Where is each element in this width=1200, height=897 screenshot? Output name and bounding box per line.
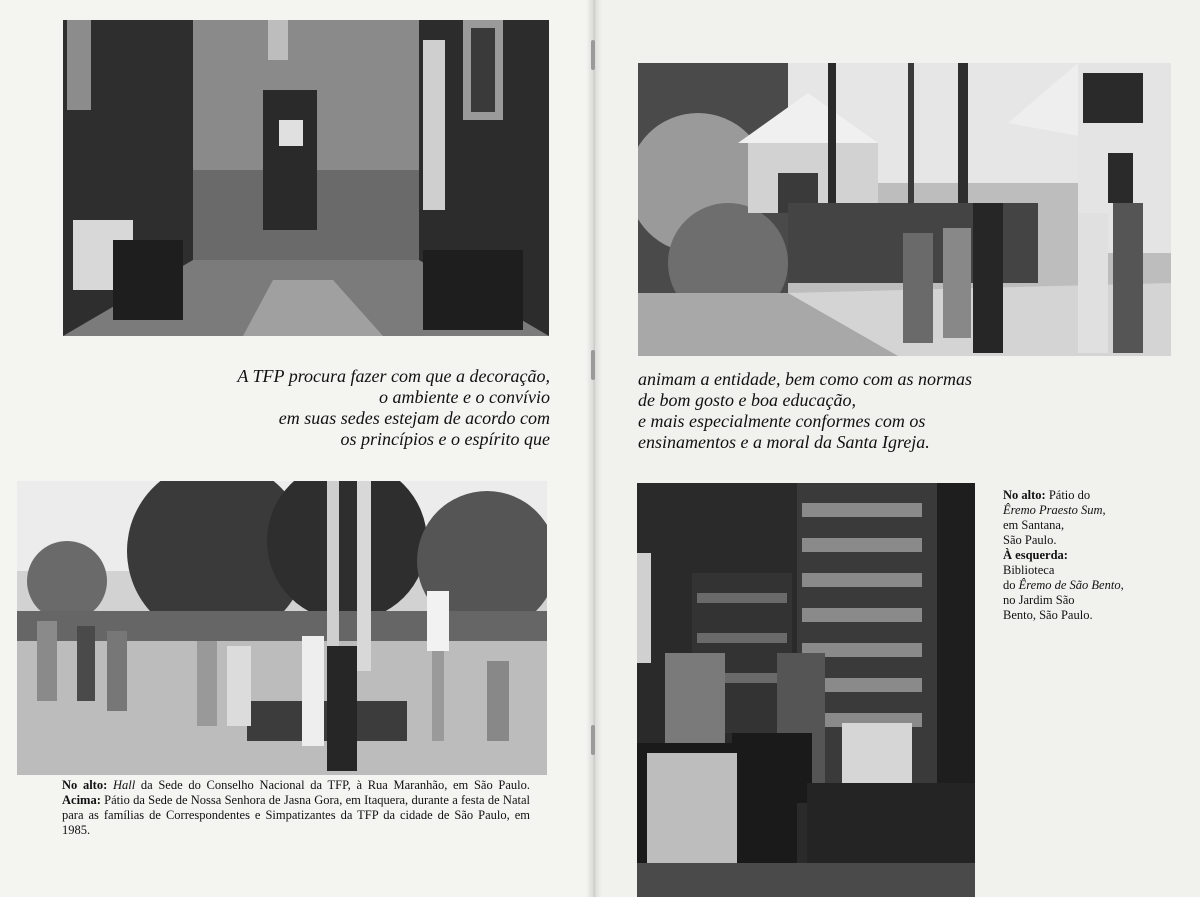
side-caption-line: Pátio do [1048,488,1091,502]
verse-right-block [638,369,1038,453]
side-caption-label-left: À esquerda: [1003,548,1068,562]
photo-courtyard-jasna-gora [17,481,547,775]
side-caption-label-top: No alto: [1003,488,1046,502]
verse-right-line: de bom gosto e boa educação, [638,390,856,410]
page-gutter [586,0,602,897]
side-caption-line: Bento, São Paulo. [1003,608,1093,622]
verse-left-line: A TFP procura fazer com que a decoração, [237,366,550,386]
staple-top [591,40,595,70]
photo-hall-interior [63,20,549,336]
side-caption-place-name: Êremo de São Bento [1018,578,1121,592]
caption-text-top: da Sede do Conselho Nacional da TFP, à Rua Maranhão, em São Paulo. [135,778,530,792]
verse-right-line: ensinamentos e a moral da Santa Igreja. [638,432,930,452]
side-caption-place-name: Êremo Praesto Sum [1003,503,1103,517]
caption-label-top: No alto: [62,778,108,792]
side-caption-line: do [1003,578,1016,592]
side-caption-line: São Paulo. [1003,533,1057,547]
verse-right-line: animam a entidade, bem como com as normas [638,369,972,389]
staple-bottom [591,725,595,755]
verse-left-line: os princípios e o espírito que [340,429,550,449]
caption-label-above: Acima: [62,793,101,807]
photo-library-sao-bento [637,483,975,897]
caption-side-right: No alto: Pátio do Êremo Praesto Sum, em Santana, São Paulo. À esquerda: Biblioteca do Êremo de São Bento, no Jardim São Bento, São Paulo. [1003,488,1133,623]
verse-left-line: em suas sedes estejam de acordo com [278,408,550,428]
verse-right-line: e mais especialmente conformes com os [638,411,926,431]
caption-bottom-left [62,778,530,838]
side-caption-line: em Santana, [1003,518,1065,532]
verse-left-line: o ambiente e o convívio [379,387,550,407]
caption-text-above: Pátio da Sede de Nossa Senhora de Jasna Gora, em Itaquera, durante a festa de Natal para as famílias de Correspondentes e Simpatizantes da TFP da cidade de São Paulo, em 1985. [62,793,530,837]
photo-courtyard-praesto-sum [638,63,1171,356]
side-caption-line: no Jardim São [1003,593,1075,607]
side-caption-line: Biblioteca [1003,563,1055,577]
verse-left-block [150,366,550,450]
caption-hall-word: Hall [112,778,136,792]
staple-middle [591,350,595,380]
